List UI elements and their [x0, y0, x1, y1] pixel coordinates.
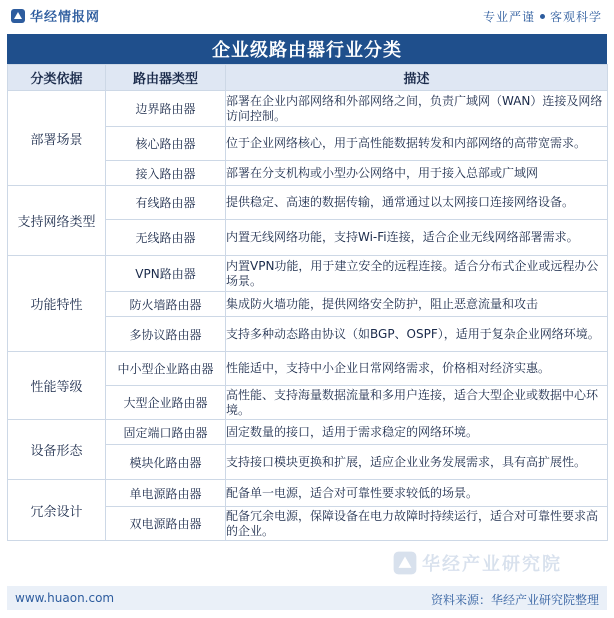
description-cell: 提供稳定、高速的数据传输，通常通过以太网接口连接网络设备。	[226, 186, 608, 220]
column-header-desc: 描述	[226, 65, 608, 91]
table-row	[8, 420, 608, 445]
footer	[7, 586, 607, 610]
description-cell: 内置VPN功能，用于建立安全的远程连接。适合分布式企业或远程办公场景。	[226, 256, 608, 292]
table-row	[8, 480, 608, 507]
table-row	[8, 256, 608, 292]
column-header-type: 路由器类型	[106, 65, 226, 91]
page-title: 企业级路由器行业分类	[7, 34, 607, 64]
table-header-row	[8, 65, 608, 91]
description-cell: 集成防火墙功能，提供网络安全防护，阻止恶意流量和攻击	[226, 292, 608, 317]
category-cell: 支持网络类型	[8, 186, 106, 256]
router-type-cell: 边界路由器	[106, 91, 226, 127]
router-type-cell: 无线路由器	[106, 220, 226, 256]
description-cell: 配备冗余电源，保障设备在电力故障时持续运行，适合对可靠性要求高的企业。	[226, 507, 608, 541]
router-type-cell: VPN路由器	[106, 256, 226, 292]
classification-table	[7, 64, 608, 541]
slogan-dot-icon	[540, 14, 545, 19]
router-type-cell: 固定端口路由器	[106, 420, 226, 445]
description-cell: 部署在企业内部网络和外部网络之间，负责广域网（WAN）连接及网络访问控制。	[226, 91, 608, 127]
category-cell: 冗余设计	[8, 480, 106, 541]
router-type-cell: 有线路由器	[106, 186, 226, 220]
description-cell: 部署在分支机构或小型办公网络中，用于接入总部或广域网	[226, 161, 608, 186]
table-row	[8, 91, 608, 127]
watermark	[392, 550, 562, 576]
router-type-cell: 多协议路由器	[106, 317, 226, 352]
router-type-cell: 模块化路由器	[106, 445, 226, 480]
router-type-cell: 中小型企业路由器	[106, 352, 226, 386]
table-row	[8, 186, 608, 220]
router-type-cell: 防火墙路由器	[106, 292, 226, 317]
description-cell: 位于企业网络核心，用于高性能数据转发和内部网络的高带宽需求。	[226, 127, 608, 161]
brand-name: 华经情报网	[30, 10, 101, 25]
watermark-logo-icon	[392, 550, 418, 576]
router-type-cell: 双电源路由器	[106, 507, 226, 541]
footer-website: www.huaon.com	[15, 591, 115, 605]
brand-logo	[10, 6, 100, 25]
description-cell: 内置无线网络功能，支持Wi-Fi连接，适合企业无线网络部署需求。	[226, 220, 608, 256]
description-cell: 支持多种动态路由协议（如BGP、OSPF），适用于复杂企业网络环境。	[226, 317, 608, 352]
description-cell: 性能适中，支持中小企业日常网络需求，价格相对经济实惠。	[226, 352, 608, 386]
router-type-cell: 接入路由器	[106, 161, 226, 186]
description-cell: 配备单一电源，适合对可靠性要求较低的场景。	[226, 480, 608, 507]
column-header-basis: 分类依据	[8, 65, 106, 91]
category-cell: 部署场景	[8, 91, 106, 186]
description-cell: 支持接口模块更换和扩展，适应企业业务发展需求，具有高扩展性。	[226, 445, 608, 480]
category-cell: 性能等级	[8, 352, 106, 420]
brand-logo-icon	[10, 8, 26, 24]
router-type-cell: 大型企业路由器	[106, 386, 226, 420]
router-type-cell: 核心路由器	[106, 127, 226, 161]
table-row	[8, 352, 608, 386]
table-body	[8, 91, 608, 541]
description-cell: 固定数量的接口，适用于需求稳定的网络环境。	[226, 420, 608, 445]
category-cell: 功能特性	[8, 256, 106, 352]
slogan-right: 客观科学	[549, 10, 602, 24]
router-type-cell: 单电源路由器	[106, 480, 226, 507]
slogan-left: 专业严谨	[482, 10, 535, 24]
category-cell: 设备形态	[8, 420, 106, 480]
footer-source: 资料来源：华经产业研究院整理	[430, 593, 599, 607]
watermark-text: 华经产业研究院	[422, 554, 562, 575]
top-bar	[0, 0, 614, 30]
description-cell: 高性能、支持海量数据流量和多用户连接，适合大型企业或数据中心环境。	[226, 386, 608, 420]
slogan	[483, 8, 602, 25]
